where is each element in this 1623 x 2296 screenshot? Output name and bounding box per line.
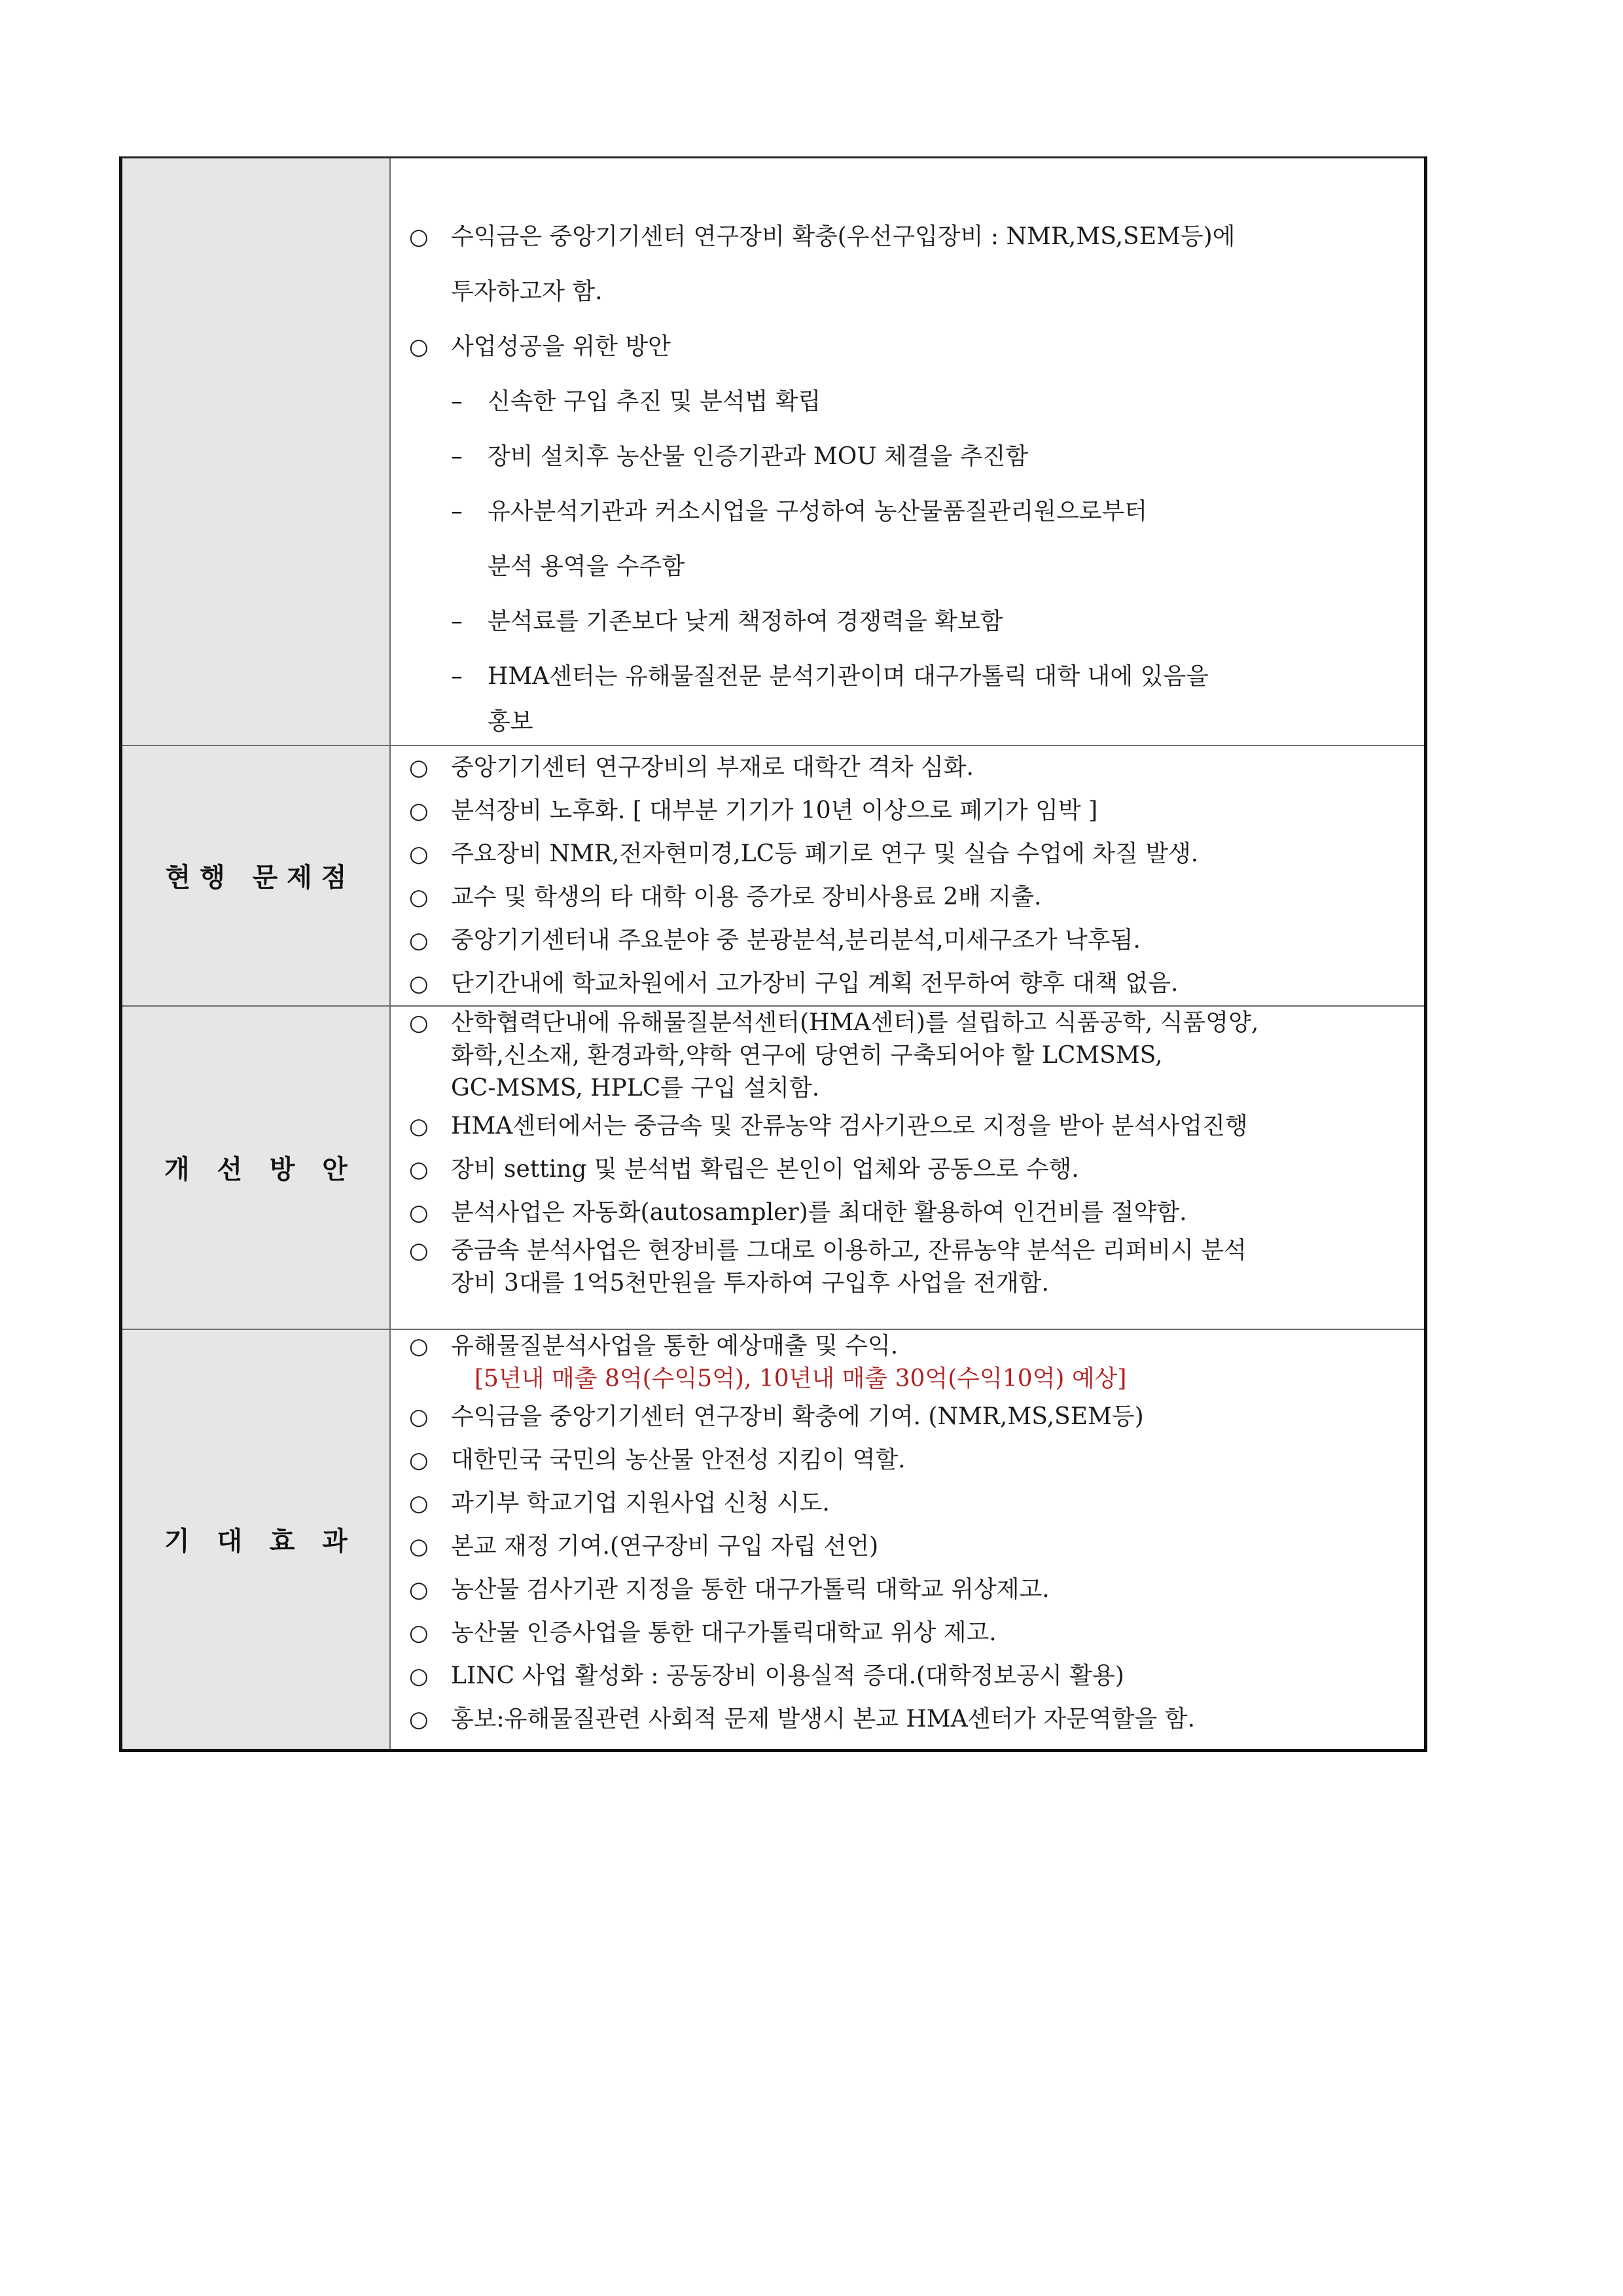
dash-text: 유사분석기관과 커소시업을 구성하여 농산물품질관리원으로부터 (488, 498, 1148, 525)
dash-item (409, 484, 1415, 539)
continuation-line (409, 264, 1415, 319)
row-content (390, 1329, 1426, 1751)
bullet-item (409, 1148, 1415, 1191)
bullet-item (409, 1568, 1415, 1611)
dash-icon: – (451, 663, 463, 690)
bullet-text: 교수 및 학생의 타 대학 이용 증가로 장비사용료 2배 지출. (451, 883, 1042, 910)
continuation-text: 홍보 (488, 708, 533, 735)
bullet-item (409, 789, 1415, 833)
circle-bullet-icon: ○ (409, 884, 429, 910)
bullet-item (409, 319, 1415, 374)
bullet-text: 홍보:유해물질관련 사회적 문제 발생시 본교 HMA센터가 자문역할을 함. (451, 1705, 1195, 1732)
table-row-current-problems (121, 745, 1426, 1006)
continuation-text: 장비 3대를 1억5천만원을 투자하여 구입후 사업을 전개함. (451, 1269, 1049, 1297)
circle-bullet-icon: ○ (409, 927, 429, 954)
dash-text: 장비 설치후 농산물 인증기관과 MOU 체결을 추진함 (488, 443, 1029, 470)
circle-bullet-icon: ○ (409, 1199, 429, 1226)
continuation-line (409, 1039, 1415, 1072)
circle-bullet-icon: ○ (409, 1706, 429, 1732)
circle-bullet-icon: ○ (409, 970, 429, 997)
bullet-text: 분석장비 노후화. [ 대부분 기기가 10년 이상으로 폐기가 임박 ] (451, 797, 1098, 824)
bullet-item (409, 1330, 1415, 1363)
bullet-item (409, 1611, 1415, 1655)
circle-bullet-icon: ○ (409, 1403, 429, 1430)
circle-bullet-icon: ○ (409, 1533, 429, 1560)
row-content (390, 745, 1426, 1006)
row-label (121, 1006, 391, 1329)
dash-item (409, 594, 1415, 649)
dash-icon: – (451, 608, 463, 635)
circle-bullet-icon: ○ (409, 1156, 429, 1183)
bullet-item (409, 1482, 1415, 1525)
continuation-line (409, 704, 1415, 740)
continuation-text: 투자하고자 함. (451, 278, 603, 305)
dash-icon: – (451, 498, 463, 525)
circle-bullet-icon: ○ (409, 1446, 429, 1473)
bullet-text: 수익금을 중앙기기센터 연구장비 확충에 기여. (NMR,MS,SEM등) (451, 1403, 1144, 1430)
row-label-text: 기 대 효 과 (164, 1526, 348, 1557)
bullet-text: 대한민국 국민의 농산물 안전성 지킴이 역할. (451, 1446, 906, 1473)
bullet-text: 단기간내에 학교차원에서 고가장비 구입 계획 전무하여 향후 대책 없음. (451, 969, 1179, 997)
bullet-item (409, 1007, 1415, 1039)
bullet-text: 중금속 분석사업은 현장비를 그대로 이용하고, 잔류농약 분석은 리퍼비시 분석 (451, 1236, 1247, 1264)
circle-bullet-icon: ○ (409, 1490, 429, 1516)
circle-bullet-icon: ○ (409, 1333, 429, 1359)
continuation-line (409, 1267, 1415, 1300)
dash-text: 분석료를 기존보다 낮게 책정하여 경쟁력을 확보함 (488, 608, 1003, 635)
continuation-line (409, 1072, 1415, 1105)
bullet-item (409, 833, 1415, 876)
dash-icon: – (451, 388, 463, 415)
bullet-text: 산학협력단내에 유해물질분석센터(HMA센터)를 설립하고 식품공학, 식품영양, (451, 1009, 1259, 1036)
bullet-item (409, 1191, 1415, 1234)
circle-bullet-icon: ○ (409, 840, 429, 867)
table-row-expected-effects (121, 1329, 1426, 1751)
bullet-text: LINC 사업 활성화 : 공동장비 이용실적 증대.(대학정보공시 활용) (451, 1662, 1124, 1689)
bullet-text: 장비 setting 및 분석법 확립은 본인이 업체와 공동으로 수행. (451, 1155, 1079, 1183)
bullet-text: 유해물질분석사업을 통한 예상매출 및 수익. (451, 1332, 899, 1359)
continuation-text: 분석 용역을 수주함 (488, 553, 685, 580)
dash-text: 신속한 구입 추진 및 분석법 확립 (488, 388, 821, 415)
row-label-empty (121, 158, 391, 745)
bullet-item (409, 1105, 1415, 1148)
bullet-item (409, 919, 1415, 962)
bullet-item (409, 1525, 1415, 1568)
bullet-item (409, 1234, 1415, 1267)
circle-bullet-icon: ○ (409, 1662, 429, 1689)
circle-bullet-icon: ○ (409, 1619, 429, 1646)
row-label (121, 745, 391, 1006)
bullet-text: 주요장비 NMR,전자현미경,LC등 폐기로 연구 및 실습 수업에 차질 발생. (451, 840, 1199, 867)
bullet-text: 사업성공을 위한 방안 (451, 333, 671, 360)
bullet-text: 본교 재정 기여.(연구장비 구입 자립 선언) (451, 1532, 879, 1560)
dash-item (409, 649, 1415, 704)
bullet-item (409, 1655, 1415, 1698)
bullet-item (409, 746, 1415, 789)
revenue-forecast-text: [5년내 매출 8억(수익5억), 10년내 매출 30억(수익10억) 예상] (474, 1365, 1127, 1392)
bullet-text: 중앙기기센터 연구장비의 부재로 대학간 격차 심화. (451, 753, 974, 781)
circle-bullet-icon: ○ (409, 1113, 429, 1139)
bullet-item (409, 962, 1415, 1005)
bullet-item (409, 876, 1415, 919)
bullet-text: HMA센터에서는 중금속 및 잔류농약 검사기관으로 지정을 받아 분석사업진행 (451, 1112, 1248, 1139)
continuation-line (409, 539, 1415, 594)
continuation-text: 화학,신소재, 환경과학,약학 연구에 당연히 구축되어야 할 LCMSMS, (451, 1041, 1163, 1069)
bullet-text: 과기부 학교기업 지원사업 신청 시도. (451, 1489, 830, 1516)
dash-icon: – (451, 443, 463, 470)
circle-bullet-icon: ○ (409, 754, 429, 781)
row-content (390, 158, 1426, 745)
row-label-text: 개 선 방 안 (164, 1155, 348, 1185)
row-content (390, 1006, 1426, 1329)
bullet-text: 중앙기기센터내 주요분야 중 분광분석,분리분석,미세구조가 낙후됨. (451, 926, 1141, 954)
dash-item (409, 429, 1415, 484)
dash-text: HMA센터는 유해물질전문 분석기관이며 대구가톨릭 대학 내에 있음을 (488, 663, 1209, 690)
bullet-text: 수익금은 중앙기기센터 연구장비 확충(우선구입장비 : NMR,MS,SEM등)에 (451, 223, 1236, 250)
bullet-text: 농산물 검사기관 지정을 통한 대구가톨릭 대학교 위상제고. (451, 1575, 1050, 1603)
table-row-plan-continued (121, 158, 1426, 745)
circle-bullet-icon: ○ (409, 1009, 429, 1036)
dash-item (409, 374, 1415, 429)
plan-table (119, 156, 1427, 1752)
revenue-forecast-line (409, 1363, 1415, 1395)
bullet-item (409, 1439, 1415, 1482)
table-row-improvement-plan (121, 1006, 1426, 1329)
circle-bullet-icon: ○ (409, 334, 429, 360)
row-label-text: 현 행 문 제 점 (165, 863, 347, 893)
row-label (121, 1329, 391, 1751)
bullet-text: 분석사업은 자동화(autosampler)를 최대한 활용하여 인건비를 절약함. (451, 1198, 1187, 1226)
bullet-text: 농산물 인증사업을 통한 대구가톨릭대학교 위상 제고. (451, 1619, 997, 1646)
bullet-item (409, 1698, 1415, 1741)
circle-bullet-icon: ○ (409, 797, 429, 824)
circle-bullet-icon: ○ (409, 224, 429, 250)
circle-bullet-icon: ○ (409, 1237, 429, 1264)
bullet-item (409, 1395, 1415, 1439)
continuation-text: GC-MSMS, HPLC를 구입 설치함. (451, 1074, 820, 1102)
circle-bullet-icon: ○ (409, 1576, 429, 1603)
bullet-item (409, 209, 1415, 264)
